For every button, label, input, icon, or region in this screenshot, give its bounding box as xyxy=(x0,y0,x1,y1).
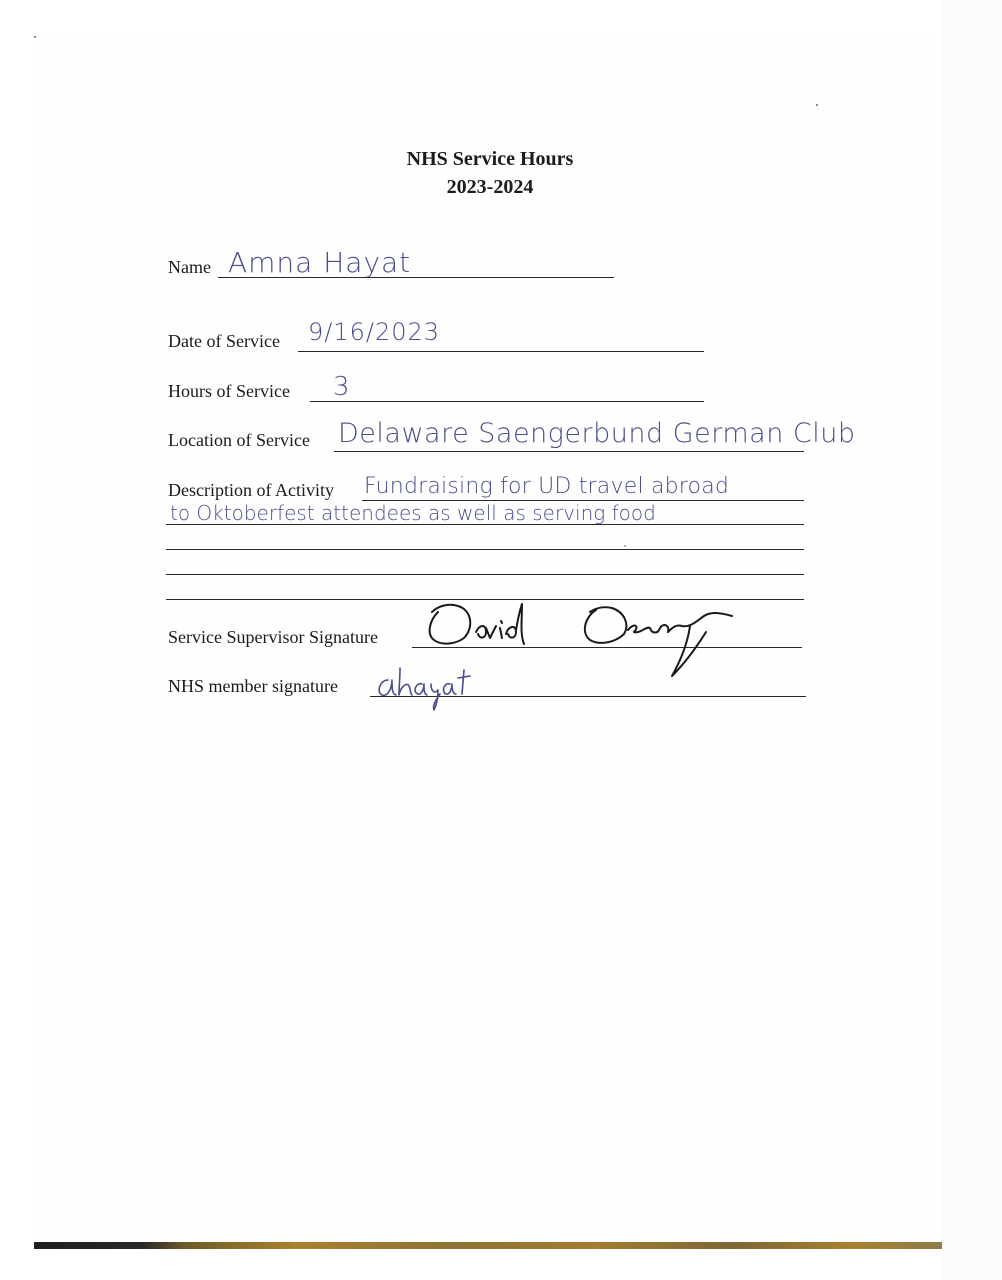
hours-line xyxy=(310,401,704,402)
scan-speck xyxy=(624,545,626,547)
scan-speck xyxy=(816,104,818,106)
description-value-line-2: to Oktoberfest attendees as well as serving food xyxy=(170,501,656,525)
description-label: Description of Activity xyxy=(168,480,334,500)
member-signature xyxy=(374,664,504,714)
description-line-4 xyxy=(166,574,804,575)
date-line xyxy=(298,351,704,352)
description-line-3 xyxy=(166,549,804,550)
hours-label: Hours of Service xyxy=(168,381,290,401)
location-line xyxy=(334,451,804,452)
description-value-line-1: Fundraising for UD travel abroad xyxy=(364,474,730,499)
date-value: 9/16/2023 xyxy=(308,318,441,346)
scan-bottom-edge xyxy=(34,1242,942,1249)
location-label: Location of Service xyxy=(168,430,310,450)
form-year: 2023-2024 xyxy=(446,176,534,198)
name-value: Amna Hayat xyxy=(228,246,412,279)
name-label: Name xyxy=(168,257,211,277)
form-title: NHS Service Hours xyxy=(406,148,574,170)
supervisor-signature-label: Service Supervisor Signature xyxy=(168,627,378,647)
scan-speck xyxy=(34,36,36,38)
member-signature-label: NHS member signature xyxy=(168,676,338,696)
hours-value: 3 xyxy=(333,372,351,402)
date-label: Date of Service xyxy=(168,331,280,351)
location-value: Delaware Saengerbund German Club xyxy=(338,418,856,449)
